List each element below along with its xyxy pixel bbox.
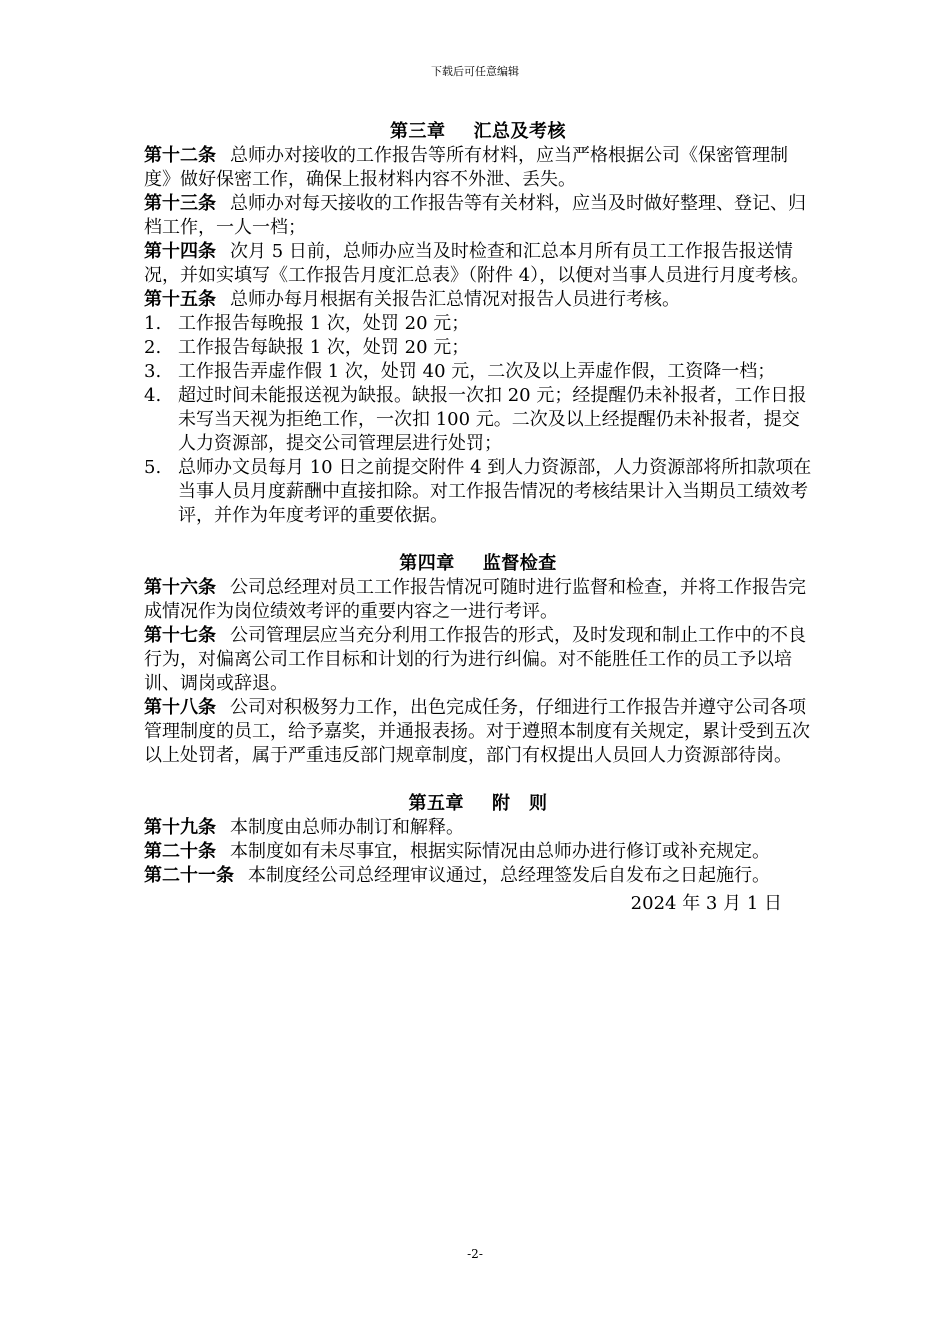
article-15	[144, 288, 812, 312]
article-19	[144, 816, 812, 840]
list-text: 工作报告弄虚作假 1 次，处罚 40 元，二次及以上弄虚作假，工资降一档；	[178, 361, 776, 382]
article-14	[144, 240, 812, 288]
section-spacer	[144, 768, 812, 792]
chapter-number: 第五章	[408, 793, 464, 814]
document-body	[144, 120, 812, 916]
article-label: 第十九条	[144, 817, 216, 838]
article-text: 总师办对每天接收的工作报告等有关材料，应当及时做好整理、登记、归档工作，一人一档；	[144, 193, 806, 238]
article-label: 第十四条	[144, 241, 216, 262]
list-item	[144, 312, 812, 336]
article-text: 本制度由总师办制订和解释。	[230, 817, 464, 838]
chapter-number: 第三章	[390, 121, 446, 142]
article-label: 第二十一条	[144, 865, 234, 886]
document-date: 2024 年 3 月 1 日	[630, 893, 782, 914]
article-18	[144, 696, 812, 768]
article-label: 第十三条	[144, 193, 216, 214]
article-label: 第十八条	[144, 697, 216, 718]
list-text: 超过时间未能报送视为缺报。缺报一次扣 20 元；经提醒仍未补报者，工作日报未写当天视为拒绝工作，一次扣 100 元。二次及以上经提醒仍未补报者，提交人力资源部，提交公司管理层进行处罚；	[178, 385, 807, 454]
list-number: 1.	[144, 313, 162, 334]
article-label: 第十五条	[144, 289, 216, 310]
article-label: 第十二条	[144, 145, 216, 166]
list-number: 4.	[144, 385, 162, 406]
list-item	[144, 384, 812, 456]
article-text: 次月 5 日前，总师办应当及时检查和汇总本月所有员工工作报告报送情况，并如实填写《工作报告月度汇总表》（附件 4），以便对当事人员进行月度考核。	[144, 241, 810, 286]
list-number: 2.	[144, 337, 162, 358]
chapter-title: 附 则	[492, 793, 548, 814]
article-text: 公司总经理对员工工作报告情况可随时进行监督和检查，并将工作报告完成情况作为岗位绩效考评的重要内容之一进行考评。	[144, 577, 806, 622]
article-12	[144, 144, 812, 192]
article-text: 总师办每月根据有关报告汇总情况对报告人员进行考核。	[230, 289, 680, 310]
header-note: 下载后可任意编辑	[431, 65, 519, 78]
list-item	[144, 456, 812, 528]
article-label: 第十六条	[144, 577, 216, 598]
article-text: 公司对积极努力工作，出色完成任务，仔细进行工作报告并遵守公司各项管理制度的员工，给予嘉奖，并通报表扬。对于遵照本制度有关规定，累计受到五次以上处罚者，属于严重违反部门规章制度，部门有权提出人员回人力资源部待岗。	[144, 697, 810, 766]
article-16	[144, 576, 812, 624]
chapter-number: 第四章	[399, 553, 455, 574]
article-label: 第二十条	[144, 841, 216, 862]
list-item	[144, 336, 812, 360]
article-text: 本制度如有未尽事宜，根据实际情况由总师办进行修订或补充规定。	[230, 841, 770, 862]
article-label: 第十七条	[144, 625, 216, 646]
list-text: 工作报告每缺报 1 次，处罚 20 元；	[178, 337, 470, 358]
article-17	[144, 624, 812, 696]
article-text: 总师办对接收的工作报告等所有材料，应当严格根据公司《保密管理制度》做好保密工作，确保上报材料内容不外泄、丢失。	[144, 145, 788, 190]
list-item	[144, 360, 812, 384]
list-text: 工作报告每晚报 1 次，处罚 20 元；	[178, 313, 470, 334]
list-number: 5.	[144, 457, 162, 478]
chapter-4-heading	[144, 552, 812, 576]
list-text: 总师办文员每月 10 日之前提交附件 4 到人力资源部，人力资源部将所扣款项在当事人员月度薪酬中直接扣除。对工作报告情况的考核结果计入当期员工绩效考评，并作为年度考评的重要依据。	[178, 457, 812, 526]
chapter-3-heading	[144, 120, 812, 144]
chapter-title: 监督检查	[482, 553, 557, 574]
list-number: 3.	[144, 361, 162, 382]
section-spacer	[144, 528, 812, 552]
article-21	[144, 864, 812, 888]
chapter-5-heading	[144, 792, 812, 816]
page-number: -2-	[467, 1247, 483, 1261]
article-text: 本制度经公司总经理审议通过，总经理签发后自发布之日起施行。	[248, 865, 770, 886]
article-20	[144, 840, 812, 864]
article-13	[144, 192, 812, 240]
chapter-title: 汇总及考核	[473, 121, 566, 142]
article-text: 公司管理层应当充分利用工作报告的形式，及时发现和制止工作中的不良行为，对偏离公司工作目标和计划的行为进行纠偏。对不能胜任工作的员工予以培训、调岗或辞退。	[144, 625, 806, 694]
